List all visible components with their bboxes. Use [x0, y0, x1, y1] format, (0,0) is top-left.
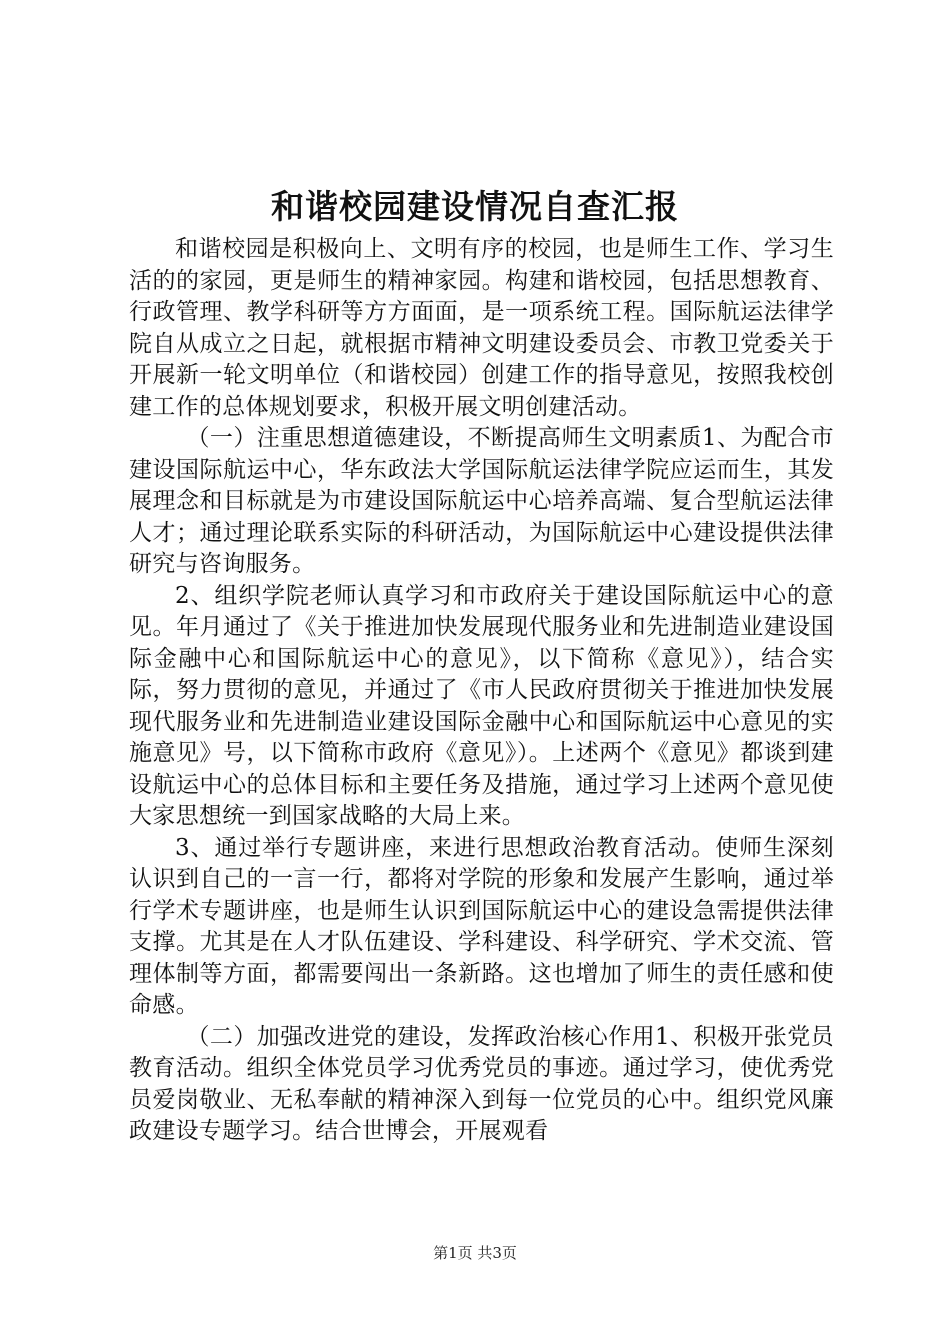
page-number-footer: 第1页 共3页: [433, 1244, 517, 1262]
paragraph-item-3: 3、通过举行专题讲座，来进行思想政治教育活动。使师生深刻认识到自己的一言一行，都将对学院的形象和发展产生影响，通过举行学术专题讲座，也是师生认识到国际航运中心的建设急需提供法律支撑。尤其是在人才队伍建设、学科建设、科学研究、学术交流、管理体制等方面，都需要闯出一条新路。这也增加了师生的责任感和使命感。: [129, 834, 834, 1018]
paragraph-section-2: （二）加强改进党的建设，发挥政治核心作用1、积极开张党员教育活动。组织全体党员学习优秀党员的事迹。通过学习，使优秀党员爱岗敬业、无私奉献的精神深入到每一位党员的心中。组织党风廉政建设专题学习。结合世博会，开展观看: [129, 1023, 834, 1144]
paragraph-item-2: 2、组织学院老师认真学习和市政府关于建设国际航运中心的意见。年月通过了《关于推进加快发展现代服务业和先进制造业建设国际金融中心和国际航运中心的意见》，以下简称《意见》），结合实际，努力贯彻的意见，并通过了《市人民政府贯彻关于推进加快发展现代服务业和先进制造业建设国际金融中心和国际航运中心意见的实施意见》号，以下简称市政府《意见》）。上述两个《意见》都谈到建设航运中心的总体目标和主要任务及措施，通过学习上述两个意见使大家思想统一到国家战略的大局上来。: [129, 582, 834, 829]
paragraph-intro: 和谐校园是积极向上、文明有序的校园，也是师生工作、学习生活的的家园，更是师生的精神家园。构建和谐校园，包括思想教育、行政管理、教学科研等方方面面，是一项系统工程。国际航运法律学院自从成立之日起，就根据市精神文明建设委员会、市教卫党委关于开展新一轮文明单位（和谐校园）创建工作的指导意见，按照我校创建工作的总体规划要求，积极开展文明创建活动。: [129, 236, 834, 420]
document-body: [129, 234, 834, 1148]
document-title: 和谐校园建设情况自查汇报: [271, 187, 679, 226]
paragraph-section-1: （一）注重思想道德建设，不断提高师生文明素质1、为配合市建设国际航运中心，华东政法大学国际航运法律学院应运而生，其发展理念和目标就是为市建设国际航运中心培养高端、复合型航运法律人才；通过理论联系实际的科研活动，为国际航运中心建设提供法律研究与咨询服务。: [129, 425, 834, 577]
